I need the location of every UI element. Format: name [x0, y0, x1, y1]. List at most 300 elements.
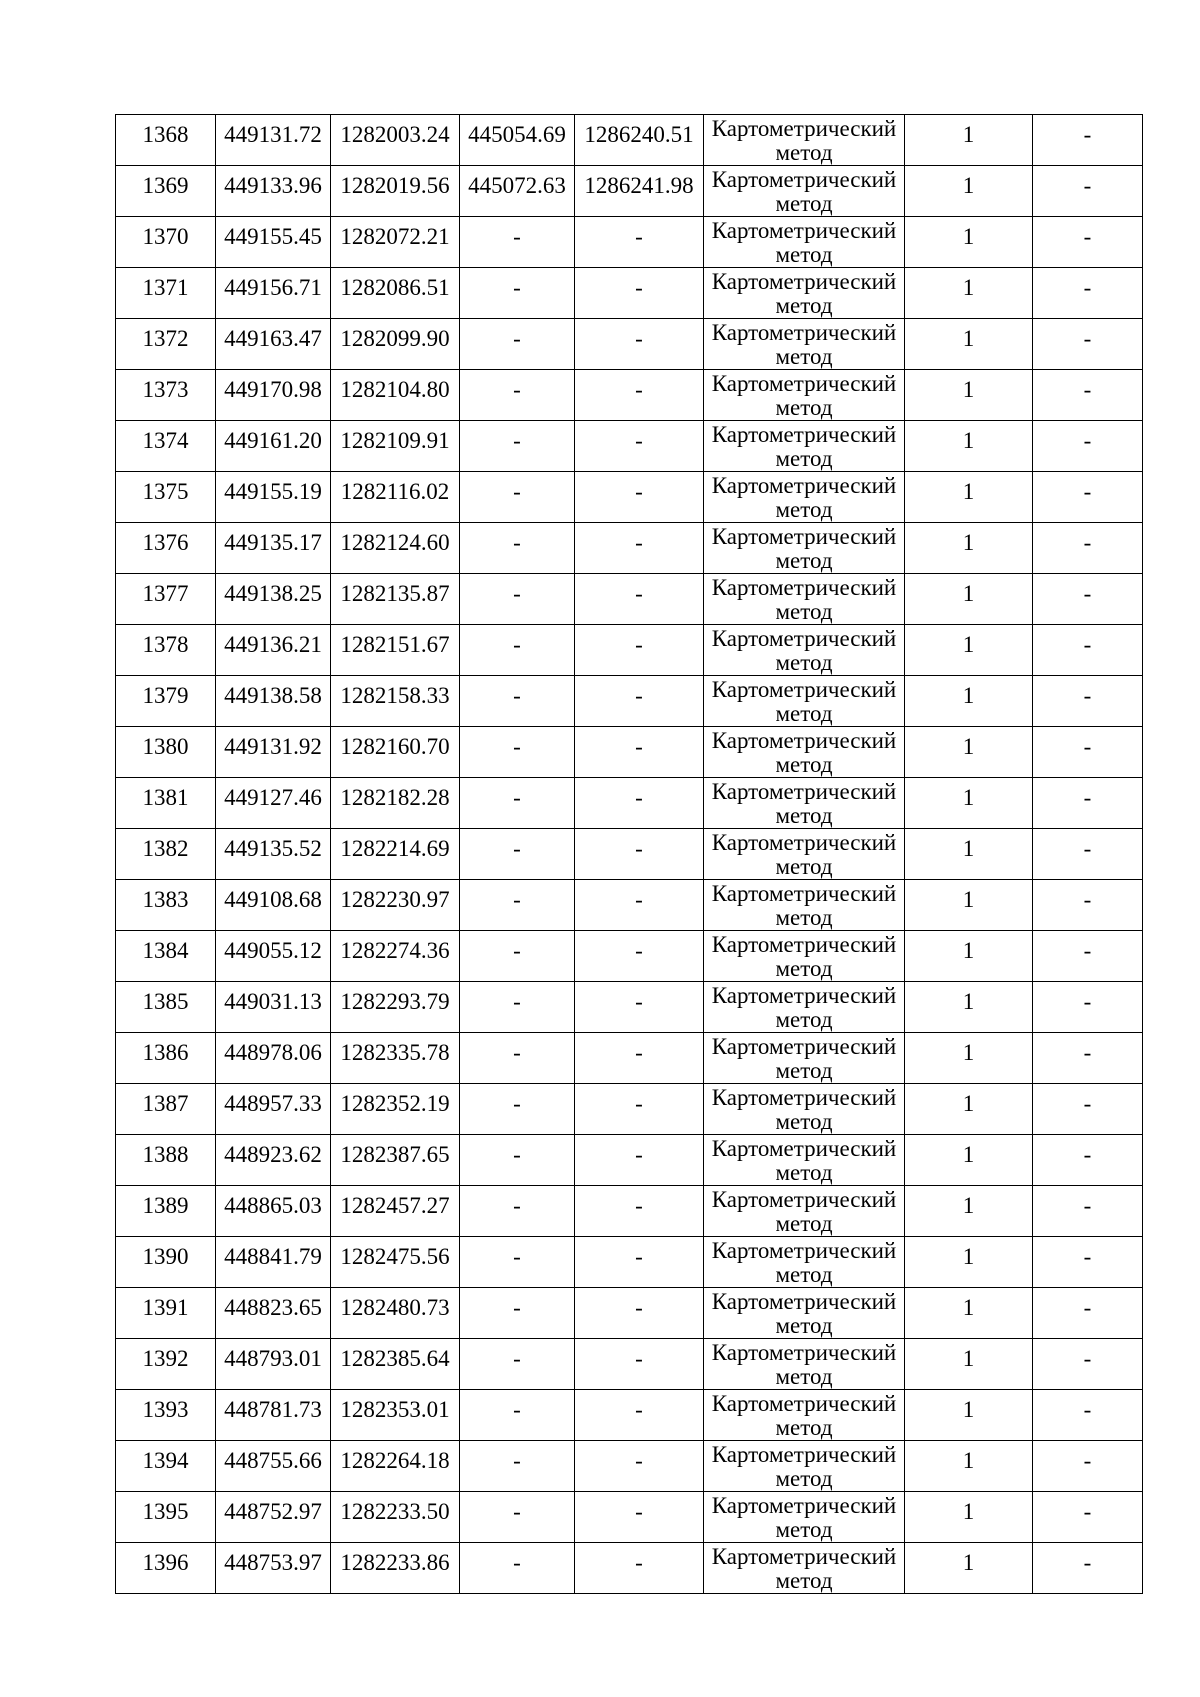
y-coordinate-value: 1282158.33	[340, 683, 450, 708]
note-value: -	[1083, 530, 1092, 555]
table-row	[116, 421, 1143, 472]
table-body	[116, 115, 1143, 1594]
method-cell	[704, 625, 905, 676]
point-number-cell	[116, 370, 216, 421]
y-coordinate-alt-value: -	[635, 785, 643, 810]
x-coordinate-value: 448865.03	[224, 1193, 322, 1218]
point-number-value: 1370	[142, 224, 189, 249]
note-value: -	[1083, 1091, 1092, 1116]
point-number-value: 1384	[142, 938, 189, 963]
accuracy-cell	[905, 982, 1033, 1033]
method-cell	[704, 268, 905, 319]
note-value: -	[1083, 989, 1092, 1014]
accuracy-cell	[905, 166, 1033, 217]
accuracy-value: 1	[962, 173, 975, 198]
method-line-2: метод	[775, 956, 833, 981]
accuracy-cell	[905, 1543, 1033, 1594]
accuracy-cell	[905, 472, 1033, 523]
x-coordinate-cell	[216, 1441, 331, 1492]
method-line-2: метод	[775, 1058, 833, 1083]
x-coordinate-alt-value: -	[513, 530, 521, 555]
y-coordinate-cell	[331, 931, 460, 982]
x-coordinate-value: 449055.12	[224, 938, 322, 963]
x-coordinate-cell	[216, 1237, 331, 1288]
point-number-value: 1394	[142, 1448, 189, 1473]
accuracy-value: 1	[962, 887, 975, 912]
x-coordinate-value: 448978.06	[224, 1040, 322, 1065]
method-line-1: Картометрический	[711, 218, 897, 243]
y-coordinate-cell	[331, 1492, 460, 1543]
table-row	[116, 676, 1143, 727]
x-coordinate-alt-value: -	[513, 989, 521, 1014]
note-cell	[1033, 217, 1143, 268]
x-coordinate-cell	[216, 1135, 331, 1186]
method-line-1: Картометрический	[711, 1340, 897, 1365]
note-value: -	[1083, 1193, 1092, 1218]
method-line-1: Картометрический	[711, 728, 897, 753]
y-coordinate-cell	[331, 1390, 460, 1441]
method-text	[704, 319, 904, 369]
method-line-1: Картометрический	[711, 677, 897, 702]
method-cell	[704, 829, 905, 880]
x-coordinate-cell	[216, 931, 331, 982]
method-line-1: Картометрический	[711, 524, 897, 549]
x-coordinate-alt-cell	[460, 1543, 575, 1594]
method-line-2: метод	[775, 1262, 833, 1287]
table-row	[116, 982, 1143, 1033]
method-cell	[704, 370, 905, 421]
note-cell	[1033, 166, 1143, 217]
note-value: -	[1083, 1397, 1092, 1422]
y-coordinate-cell	[331, 1135, 460, 1186]
y-coordinate-alt-value: -	[635, 224, 643, 249]
method-line-1: Картометрический	[711, 269, 897, 294]
y-coordinate-alt-value: -	[635, 1448, 643, 1473]
method-cell	[704, 1339, 905, 1390]
y-coordinate-alt-cell	[575, 1390, 704, 1441]
method-cell	[704, 880, 905, 931]
x-coordinate-alt-cell	[460, 1237, 575, 1288]
y-coordinate-alt-value: -	[635, 887, 643, 912]
method-cell	[704, 1084, 905, 1135]
method-line-2: метод	[775, 1466, 833, 1491]
note-value: -	[1083, 479, 1092, 504]
method-line-2: метод	[775, 548, 833, 573]
note-value: -	[1083, 377, 1092, 402]
note-cell	[1033, 829, 1143, 880]
point-number-value: 1392	[142, 1346, 189, 1371]
method-cell	[704, 115, 905, 166]
note-value: -	[1083, 1244, 1092, 1269]
method-text	[704, 574, 904, 624]
point-number-value: 1371	[142, 275, 189, 300]
y-coordinate-value: 1282233.86	[340, 1550, 450, 1575]
table-row	[116, 1492, 1143, 1543]
method-line-1: Картометрический	[711, 167, 897, 192]
accuracy-value: 1	[962, 581, 975, 606]
accuracy-cell	[905, 931, 1033, 982]
method-text	[704, 1441, 904, 1491]
point-number-cell	[116, 625, 216, 676]
x-coordinate-alt-cell	[460, 1492, 575, 1543]
note-value: -	[1083, 785, 1092, 810]
method-line-2: метод	[775, 752, 833, 777]
y-coordinate-alt-cell	[575, 931, 704, 982]
accuracy-value: 1	[962, 785, 975, 810]
x-coordinate-alt-cell	[460, 574, 575, 625]
point-number-cell	[116, 1390, 216, 1441]
x-coordinate-cell	[216, 472, 331, 523]
accuracy-value: 1	[962, 1397, 975, 1422]
x-coordinate-value: 449127.46	[224, 785, 322, 810]
note-cell	[1033, 370, 1143, 421]
method-line-2: метод	[775, 1109, 833, 1134]
x-coordinate-alt-cell	[460, 727, 575, 778]
method-line-2: метод	[775, 191, 833, 216]
x-coordinate-alt-value: -	[513, 1040, 521, 1065]
y-coordinate-alt-value: -	[635, 1499, 643, 1524]
method-line-2: метод	[775, 1568, 833, 1593]
y-coordinate-value: 1282264.18	[340, 1448, 450, 1473]
point-number-value: 1396	[142, 1550, 189, 1575]
y-coordinate-alt-value: -	[635, 1295, 643, 1320]
x-coordinate-alt-value: -	[513, 1142, 521, 1167]
method-line-2: метод	[775, 599, 833, 624]
x-coordinate-alt-cell	[460, 115, 575, 166]
table-row	[116, 1288, 1143, 1339]
x-coordinate-cell	[216, 1339, 331, 1390]
method-text	[704, 829, 904, 879]
method-text	[704, 166, 904, 216]
point-number-cell	[116, 1135, 216, 1186]
y-coordinate-alt-cell	[575, 1135, 704, 1186]
x-coordinate-cell	[216, 982, 331, 1033]
method-line-1: Картометрический	[711, 983, 897, 1008]
x-coordinate-alt-value: -	[513, 938, 521, 963]
method-line-1: Картометрический	[711, 371, 897, 396]
method-line-1: Картометрический	[711, 320, 897, 345]
method-cell	[704, 1135, 905, 1186]
point-number-cell	[116, 778, 216, 829]
table-row	[116, 778, 1143, 829]
point-number-cell	[116, 319, 216, 370]
y-coordinate-value: 1282233.50	[340, 1499, 450, 1524]
x-coordinate-alt-value: -	[513, 1295, 521, 1320]
note-value: -	[1083, 887, 1092, 912]
accuracy-value: 1	[962, 377, 975, 402]
x-coordinate-alt-cell	[460, 268, 575, 319]
coordinates-table	[115, 114, 1143, 1594]
note-cell	[1033, 778, 1143, 829]
accuracy-value: 1	[962, 1244, 975, 1269]
x-coordinate-value: 448793.01	[224, 1346, 322, 1371]
note-value: -	[1083, 173, 1092, 198]
note-cell	[1033, 880, 1143, 931]
y-coordinate-alt-value: -	[635, 1397, 643, 1422]
x-coordinate-cell	[216, 625, 331, 676]
method-cell	[704, 472, 905, 523]
table-row	[116, 931, 1143, 982]
method-line-1: Картометрический	[711, 1289, 897, 1314]
y-coordinate-alt-cell	[575, 880, 704, 931]
point-number-value: 1387	[142, 1091, 189, 1116]
table-row	[116, 268, 1143, 319]
x-coordinate-alt-cell	[460, 472, 575, 523]
y-coordinate-alt-value: 1286241.98	[584, 173, 694, 198]
x-coordinate-value: 449131.92	[224, 734, 322, 759]
method-line-2: метод	[775, 1211, 833, 1236]
x-coordinate-alt-value: -	[513, 428, 521, 453]
point-number-cell	[116, 1186, 216, 1237]
accuracy-value: 1	[962, 224, 975, 249]
accuracy-cell	[905, 1390, 1033, 1441]
x-coordinate-alt-cell	[460, 1390, 575, 1441]
y-coordinate-alt-cell	[575, 217, 704, 268]
point-number-cell	[116, 1441, 216, 1492]
accuracy-value: 1	[962, 428, 975, 453]
x-coordinate-alt-cell	[460, 1084, 575, 1135]
accuracy-cell	[905, 829, 1033, 880]
x-coordinate-cell	[216, 166, 331, 217]
x-coordinate-alt-value: -	[513, 887, 521, 912]
y-coordinate-alt-value: -	[635, 530, 643, 555]
accuracy-value: 1	[962, 1550, 975, 1575]
point-number-cell	[116, 217, 216, 268]
x-coordinate-cell	[216, 1084, 331, 1135]
method-cell	[704, 319, 905, 370]
point-number-cell	[116, 931, 216, 982]
y-coordinate-value: 1282274.36	[340, 938, 450, 963]
y-coordinate-value: 1282352.19	[340, 1091, 450, 1116]
y-coordinate-cell	[331, 1186, 460, 1237]
accuracy-cell	[905, 625, 1033, 676]
y-coordinate-value: 1282353.01	[340, 1397, 450, 1422]
method-text	[704, 982, 904, 1032]
note-cell	[1033, 1237, 1143, 1288]
x-coordinate-cell	[216, 676, 331, 727]
point-number-value: 1393	[142, 1397, 189, 1422]
note-cell	[1033, 115, 1143, 166]
x-coordinate-value: 449155.19	[224, 479, 322, 504]
method-line-1: Картометрический	[711, 779, 897, 804]
method-cell	[704, 1441, 905, 1492]
method-text	[704, 268, 904, 318]
accuracy-value: 1	[962, 683, 975, 708]
method-text	[704, 727, 904, 777]
method-line-1: Картометрический	[711, 1085, 897, 1110]
note-cell	[1033, 727, 1143, 778]
x-coordinate-value: 449138.58	[224, 683, 322, 708]
point-number-cell	[116, 1237, 216, 1288]
y-coordinate-value: 1282480.73	[340, 1295, 450, 1320]
x-coordinate-alt-cell	[460, 1186, 575, 1237]
x-coordinate-value: 449136.21	[224, 632, 322, 657]
method-cell	[704, 1390, 905, 1441]
x-coordinate-cell	[216, 778, 331, 829]
method-text	[704, 778, 904, 828]
method-text	[704, 217, 904, 267]
method-cell	[704, 982, 905, 1033]
y-coordinate-cell	[331, 880, 460, 931]
x-coordinate-cell	[216, 1033, 331, 1084]
x-coordinate-cell	[216, 880, 331, 931]
point-number-value: 1374	[142, 428, 189, 453]
y-coordinate-cell	[331, 727, 460, 778]
method-text	[704, 421, 904, 471]
method-cell	[704, 1492, 905, 1543]
accuracy-value: 1	[962, 989, 975, 1014]
method-line-1: Картометрический	[711, 575, 897, 600]
method-cell	[704, 166, 905, 217]
note-cell	[1033, 1390, 1143, 1441]
y-coordinate-cell	[331, 1339, 460, 1390]
x-coordinate-cell	[216, 268, 331, 319]
accuracy-value: 1	[962, 1499, 975, 1524]
y-coordinate-alt-value: -	[635, 428, 643, 453]
note-value: -	[1083, 632, 1092, 657]
note-value: -	[1083, 1499, 1092, 1524]
note-value: -	[1083, 1040, 1092, 1065]
point-number-value: 1368	[142, 122, 189, 147]
x-coordinate-cell	[216, 523, 331, 574]
y-coordinate-value: 1282457.27	[340, 1193, 450, 1218]
y-coordinate-value: 1282214.69	[340, 836, 450, 861]
accuracy-value: 1	[962, 275, 975, 300]
note-value: -	[1083, 122, 1092, 147]
y-coordinate-value: 1282387.65	[340, 1142, 450, 1167]
method-text	[704, 1390, 904, 1440]
y-coordinate-cell	[331, 625, 460, 676]
x-coordinate-cell	[216, 1543, 331, 1594]
table-row	[116, 1237, 1143, 1288]
y-coordinate-cell	[331, 778, 460, 829]
point-number-cell	[116, 1339, 216, 1390]
point-number-value: 1377	[142, 581, 189, 606]
point-number-cell	[116, 1543, 216, 1594]
x-coordinate-alt-cell	[460, 880, 575, 931]
y-coordinate-value: 1282099.90	[340, 326, 450, 351]
accuracy-cell	[905, 1084, 1033, 1135]
point-number-cell	[116, 574, 216, 625]
table-row	[116, 115, 1143, 166]
y-coordinate-alt-cell	[575, 1237, 704, 1288]
method-text	[704, 931, 904, 981]
method-line-2: метод	[775, 395, 833, 420]
note-cell	[1033, 676, 1143, 727]
x-coordinate-alt-value: -	[513, 785, 521, 810]
point-number-cell	[116, 1084, 216, 1135]
method-cell	[704, 1237, 905, 1288]
y-coordinate-alt-cell	[575, 523, 704, 574]
table-row	[116, 166, 1143, 217]
note-value: -	[1083, 938, 1092, 963]
accuracy-cell	[905, 574, 1033, 625]
table-row	[116, 1441, 1143, 1492]
method-cell	[704, 574, 905, 625]
table-row	[116, 1543, 1143, 1594]
method-text	[704, 1543, 904, 1593]
method-line-2: метод	[775, 1160, 833, 1185]
point-number-value: 1383	[142, 887, 189, 912]
x-coordinate-alt-cell	[460, 676, 575, 727]
point-number-value: 1381	[142, 785, 189, 810]
method-line-1: Картометрический	[711, 1238, 897, 1263]
y-coordinate-cell	[331, 268, 460, 319]
method-line-1: Картометрический	[711, 1391, 897, 1416]
method-cell	[704, 421, 905, 472]
y-coordinate-cell	[331, 1288, 460, 1339]
x-coordinate-alt-value: -	[513, 836, 521, 861]
y-coordinate-alt-value: -	[635, 1346, 643, 1371]
x-coordinate-alt-value: -	[513, 683, 521, 708]
x-coordinate-alt-value: -	[513, 1499, 521, 1524]
method-line-2: метод	[775, 854, 833, 879]
accuracy-cell	[905, 1288, 1033, 1339]
accuracy-cell	[905, 1492, 1033, 1543]
table-row	[116, 727, 1143, 778]
y-coordinate-alt-value: -	[635, 479, 643, 504]
method-line-1: Картометрический	[711, 422, 897, 447]
table-row	[116, 625, 1143, 676]
method-line-1: Картометрический	[711, 932, 897, 957]
point-number-cell	[116, 1033, 216, 1084]
x-coordinate-value: 448841.79	[224, 1244, 322, 1269]
x-coordinate-cell	[216, 1288, 331, 1339]
y-coordinate-alt-value: -	[635, 1550, 643, 1575]
x-coordinate-alt-cell	[460, 370, 575, 421]
note-value: -	[1083, 1550, 1092, 1575]
method-line-2: метод	[775, 803, 833, 828]
note-value: -	[1083, 326, 1092, 351]
method-text	[704, 1339, 904, 1389]
x-coordinate-alt-cell	[460, 1288, 575, 1339]
y-coordinate-alt-value: -	[635, 683, 643, 708]
point-number-value: 1395	[142, 1499, 189, 1524]
y-coordinate-cell	[331, 1543, 460, 1594]
y-coordinate-value: 1282335.78	[340, 1040, 450, 1065]
point-number-cell	[116, 166, 216, 217]
note-value: -	[1083, 1346, 1092, 1371]
method-text	[704, 115, 904, 165]
point-number-cell	[116, 982, 216, 1033]
y-coordinate-alt-cell	[575, 370, 704, 421]
x-coordinate-alt-cell	[460, 421, 575, 472]
note-cell	[1033, 1543, 1143, 1594]
y-coordinate-alt-cell	[575, 472, 704, 523]
accuracy-cell	[905, 727, 1033, 778]
method-cell	[704, 523, 905, 574]
method-line-2: метод	[775, 650, 833, 675]
table-row	[116, 1339, 1143, 1390]
method-line-2: метод	[775, 1364, 833, 1389]
table-row	[116, 1186, 1143, 1237]
note-value: -	[1083, 224, 1092, 249]
y-coordinate-cell	[331, 217, 460, 268]
y-coordinate-alt-cell	[575, 727, 704, 778]
x-coordinate-cell	[216, 1186, 331, 1237]
accuracy-cell	[905, 268, 1033, 319]
y-coordinate-value: 1282104.80	[340, 377, 450, 402]
x-coordinate-alt-value: -	[513, 734, 521, 759]
y-coordinate-cell	[331, 370, 460, 421]
method-cell	[704, 727, 905, 778]
method-line-1: Картометрический	[711, 473, 897, 498]
x-coordinate-cell	[216, 829, 331, 880]
y-coordinate-cell	[331, 319, 460, 370]
accuracy-cell	[905, 1237, 1033, 1288]
note-cell	[1033, 319, 1143, 370]
y-coordinate-cell	[331, 1033, 460, 1084]
